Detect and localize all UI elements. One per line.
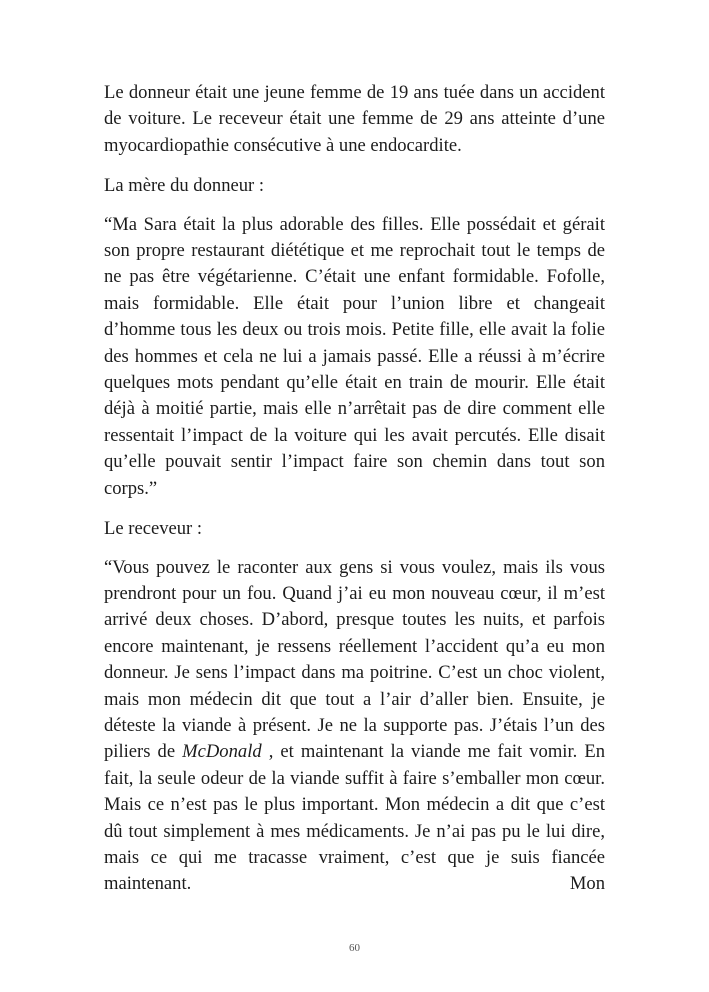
quote-recipient-part-2: , et maintenant la viande me fait vomir. En fait, la seule odeur de la viande suffit à faire s’emballer mon cœur. Mais ce n’est pas le plus important. Mon médecin a dit que c’est dû tout simplement à mes médicaments. Je n’ai pas pu le lui dire, mais ce qui me tracasse vraiment, c’est que je suis fiancée maintenant. Mon [104,741,605,895]
body-text [104,80,605,912]
speaker-label-recipient: Le receveur : [104,518,203,540]
brand-name-mcdonald: McDonald [182,741,262,763]
page-number: 60 [349,942,360,954]
quote-recipient [104,555,605,898]
intro-paragraph: Le donneur était une jeune femme de 19 ans tuée dans un accident de voiture. Le receveur était une femme de 29 ans atteinte d’une myocardiopathie consécutive à une endocardite. [104,82,605,156]
speaker-label-donor-mother: La mère du donneur : [104,175,265,197]
quote-recipient-part-1: “Vous pouvez le raconter aux gens si vous voulez, mais ils vous prendront pour un fou. Quand j’ai eu mon nouveau cœur, il m’est arrivé deux choses. D’abord, presque toutes les nuits, et parfois encore maintenant, je ressens réellement l’accident qu’a eu mon donneur. Je sens l’impact dans ma poitrine. C’est un choc violent, mais mon médecin dit que tout a l’air d’aller bien. Ensuite, je déteste la viande à présent. Je ne la supporte pas. J’étais l’un des piliers de [104,556,605,763]
quote-donor-mother: “Ma Sara était la plus adorable des filles. Elle possédait et gérait son propre restaurant diététique et me reprochait tout le temps de ne pas être végétarienne. C’était une enfant formidable. Fofolle, mais formidable. Elle était pour l’union libre et changeait d’homme tous les deux ou trois mois. Petite fille, elle avait la folie des hommes et cela ne lui a jamais passé. Elle a réussi à m’écrire quelques mots pendant qu’elle était en train de mourir. Elle était déjà à moitié partie, mais elle n’arrêtait pas de dire comment elle ressentait l’impact de la voiture qui les avait percutés. Elle disait qu’elle pouvait sentir l’impact faire son chemin dans tout son corps.” [104,213,605,499]
